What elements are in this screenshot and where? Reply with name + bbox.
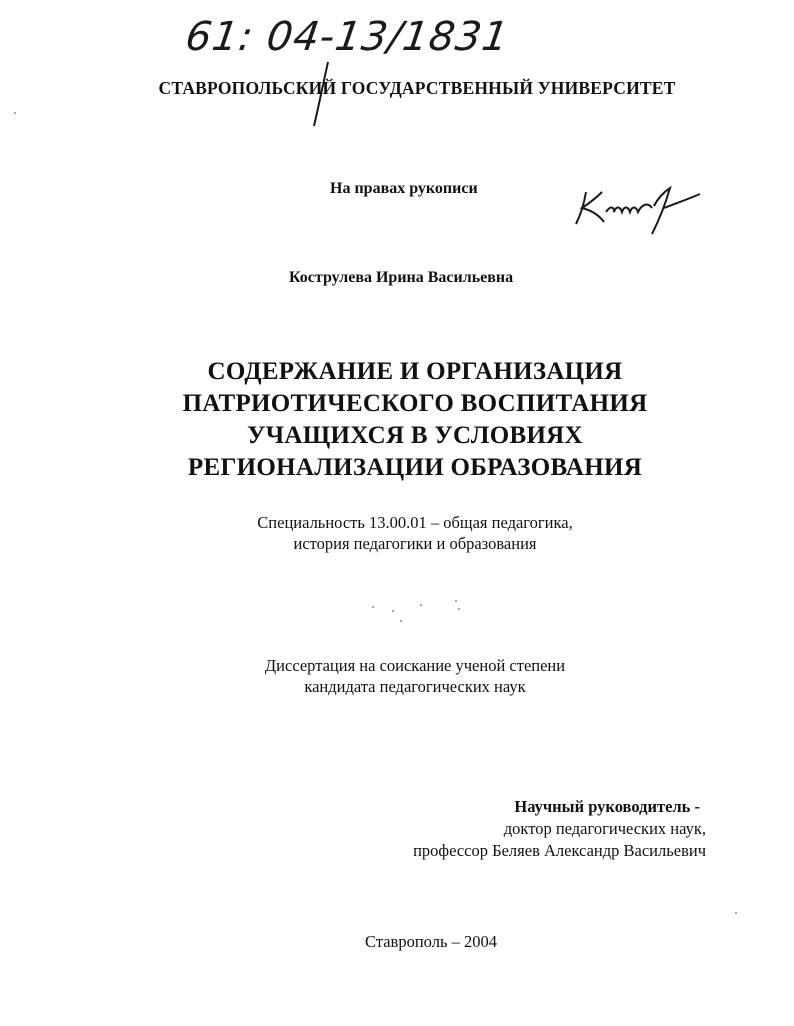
scan-speck: [400, 620, 402, 622]
supervisor-heading: Научный руководитель -: [514, 797, 700, 816]
city-year: Ставрополь – 2004: [365, 932, 497, 951]
scan-speck: [458, 608, 460, 610]
university-name: СТАВРОПОЛЬСКИЙ ГОСУДАРСТВЕННЫЙ УНИВЕРСИТЕТ: [158, 78, 676, 98]
dissertation-title-line-4: РЕГИОНАЛИЗАЦИИ ОБРАЗОВАНИЯ: [187, 454, 643, 481]
scan-speck: [455, 600, 457, 602]
signature: [568, 178, 708, 240]
scan-speck: [735, 912, 737, 914]
scan-speck: [420, 604, 422, 606]
dissertation-title-line-3: УЧАЩИХСЯ В УСЛОВИЯХ: [247, 422, 583, 449]
scan-speck: [14, 112, 16, 114]
scan-speck: [392, 610, 394, 612]
scan-speck: [372, 606, 374, 608]
supervisor-name: профессор Беляев Александр Васильевич: [413, 841, 706, 860]
supervisor-degree: доктор педагогических наук,: [503, 819, 706, 838]
dissertation-degree-line-1: Диссертация на соискание ученой степени: [264, 656, 566, 675]
author-name: Кострулева Ирина Васильевна: [289, 269, 514, 286]
manuscript-rights: На правах рукописи: [330, 180, 478, 197]
specialty-line-2: история педагогики и образования: [293, 534, 537, 553]
specialty-line-1: Специальность 13.00.01 – общая педагогика,: [257, 513, 573, 532]
archive-code-handwritten: 61: 04-13/1831: [182, 14, 512, 60]
dissertation-title-line-1: СОДЕРЖАНИЕ И ОРГАНИЗАЦИЯ: [207, 358, 623, 385]
supervisor-block: [413, 796, 706, 862]
dissertation-degree-line-2: кандидата педагогических наук: [304, 677, 526, 696]
dissertation-title-line-2: ПАТРИОТИЧЕСКОГО ВОСПИТАНИЯ: [182, 390, 648, 417]
